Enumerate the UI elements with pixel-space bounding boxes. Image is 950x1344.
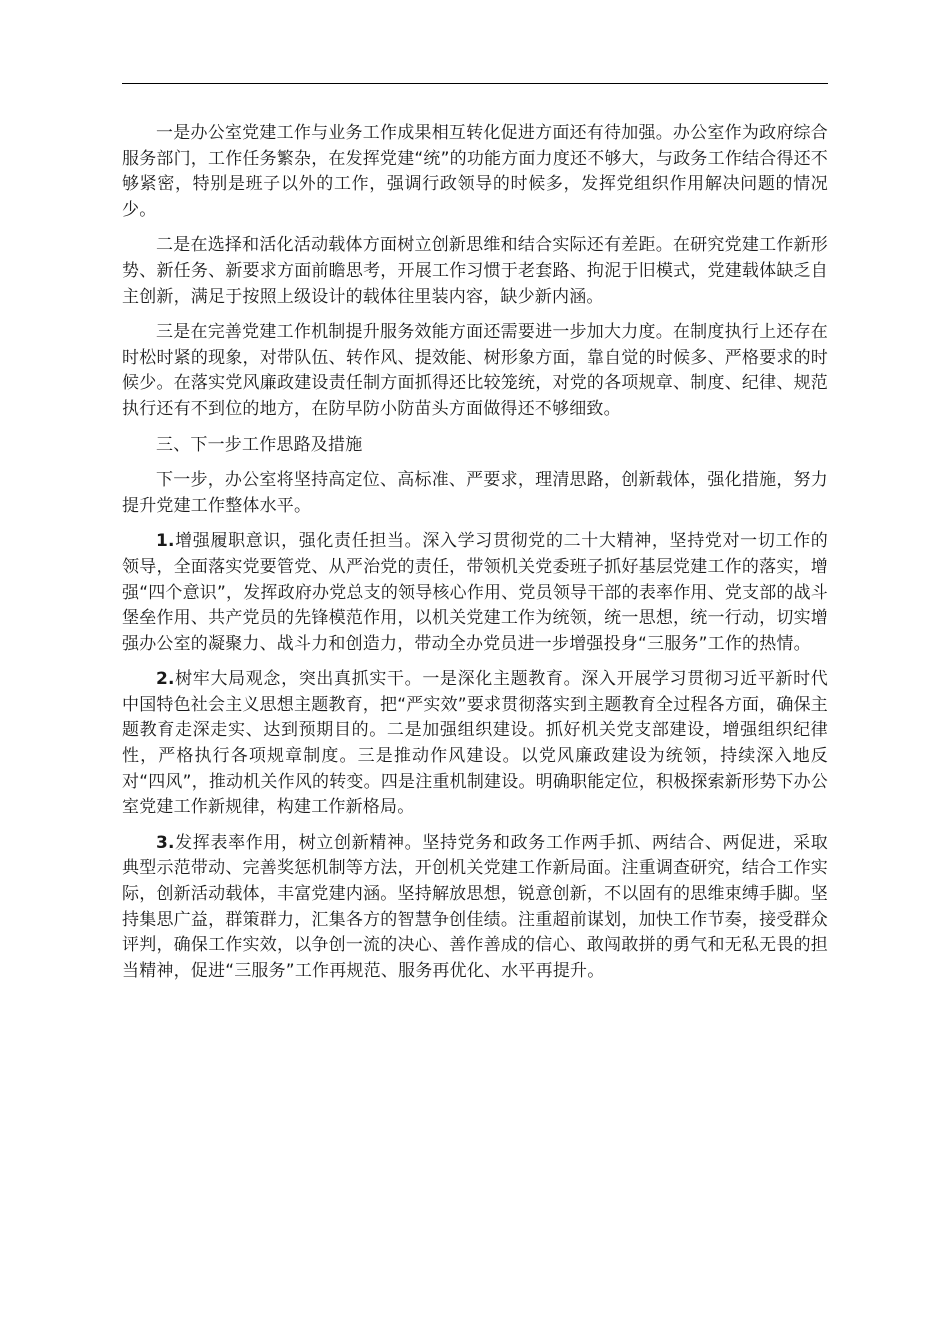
measure-number: 2. [156, 669, 175, 690]
paragraph-2 [122, 233, 828, 310]
measure-3 [122, 831, 828, 985]
measure-number: 1. [156, 531, 175, 552]
paragraph-text: 二是在选择和活化活动载体方面树立创新思维和结合实际还有差距。在研究党建工作新形势、新任务、新要求方面前瞻思考，开展工作习惯于老套路、拘泥于旧模式，党建载体缺乏自主创新，满足于按照上级设计的载体往里装内容，缺少新内涵。 [122, 235, 828, 307]
section-heading [122, 433, 828, 459]
paragraph-text: 下一步，办公室将坚持高定位、高标准、严要求，理清思路，创新载体，强化措施，努力提升党建工作整体水平。 [122, 470, 828, 516]
paragraph-1 [122, 121, 828, 223]
paragraph-text: 增强履职意识，强化责任担当。深入学习贯彻党的二十大精神，坚持党对一切工作的领导，全面落实党要管党、从严治党的责任，带领机关党委班子抓好基层党建工作的落实，增强“四个意识”，发挥政府办党总支的领导核心作用、党员领导干部的表率作用、党支部的战斗堡垒作用、共产党员的先锋模范作用，以机关党建工作为统领，统一思想，统一行动，切实增强办公室的凝聚力、战斗力和创造力，带动全办党员进一步增强投身“三服务”工作的热情。 [122, 531, 829, 654]
document-body [122, 121, 828, 994]
paragraph-text: 树牢大局观念，突出真抓实干。一是深化主题教育。深入开展学习贯彻习近平新时代中国特色社会主义思想主题教育，把“严实效”要求贯彻落实到主题教育全过程各方面，确保主题教育走深走实、达到预期目的。二是加强组织建设。抓好机关党支部建设，增强组织纪律性，严格执行各项规章制度。三是推动作风建设。以党风廉政建设为统领，持续深入地反对“四风”，推动机关作风的转变。四是注重机制建设。明确职能定位，积极探索新形势下办公室党建工作新规律，构建工作新格局。 [122, 669, 829, 818]
paragraph-3 [122, 320, 828, 422]
measure-2 [122, 667, 828, 821]
measure-number: 3. [156, 832, 175, 853]
paragraph-5 [122, 468, 828, 519]
paragraph-text: 一是办公室党建工作与业务工作成果相互转化促进方面还有待加强。办公室作为政府综合服务部门，工作任务繁杂，在发挥党建“统”的功能方面力度还不够大，与政务工作结合得还不够紧密，特别是班子以外的工作，强调行政领导的时候多，发挥党组织作用解决问题的情况少。 [122, 123, 829, 220]
paragraph-text: 三是在完善党建工作机制提升服务效能方面还需要进一步加大力度。在制度执行上还存在时松时紧的现象，对带队伍、转作风、提效能、树形象方面，靠自觉的时候多、严格要求的时候少。在落实党风廉政建设责任制方面抓得还比较笼统，对党的各项规章、制度、纪律、规范执行还有不到位的地方，在防早防小防苗头方面做得还不够细致。 [122, 322, 828, 419]
paragraph-text: 发挥表率作用，树立创新精神。坚持党务和政务工作两手抓、两结合、两促进，采取典型示范带动、完善奖惩机制等方法，开创机关党建工作新局面。注重调查研究，结合工作实际，创新活动载体，丰富党建内涵。坚持解放思想，锐意创新，不以固有的思维束缚手脚。坚持集思广益，群策群力，汇集各方的智慧争创佳绩。注重超前谋划，加快工作节奏，接受群众评判，确保工作实效，以争创一流的决心、善作善成的信心、敢闯敢拼的勇气和无私无畏的担当精神，促进“三服务”工作再规范、服务再优化、水平再提升。 [122, 832, 828, 981]
measure-1 [122, 529, 828, 657]
section-heading-text: 三、下一步工作思路及措施 [156, 434, 363, 455]
header-rule [122, 83, 828, 84]
